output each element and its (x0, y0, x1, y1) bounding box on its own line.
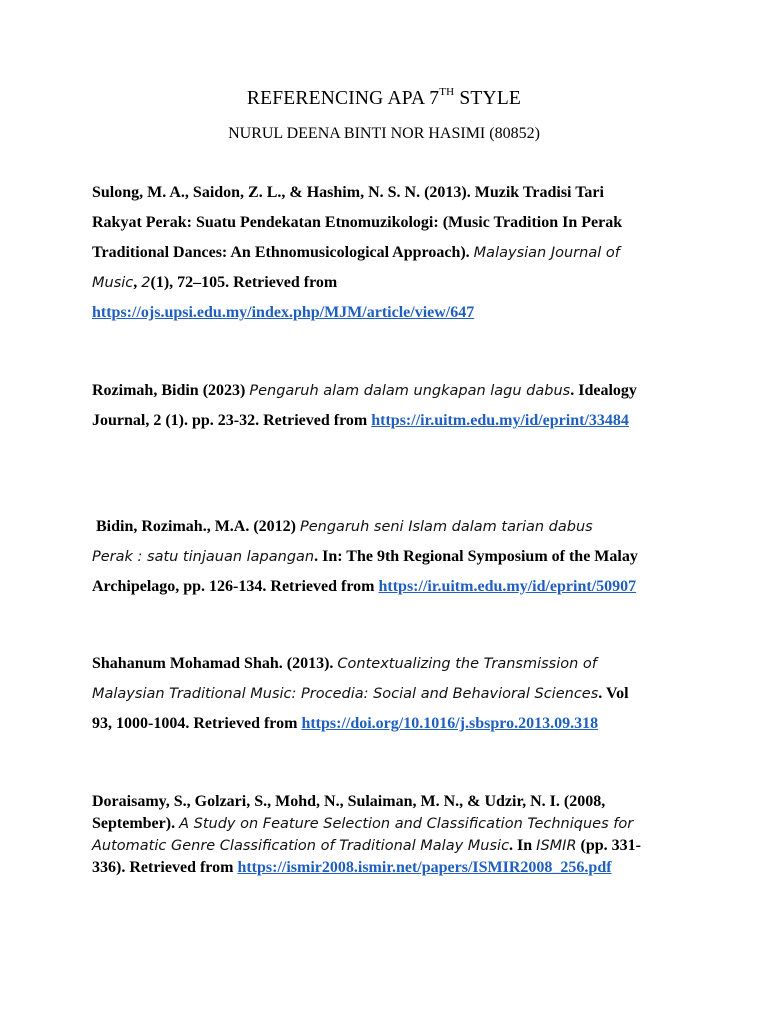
ref4-text: Shahanum Mohamad Shah. (2013). (92, 655, 338, 672)
ref3-url-link[interactable]: https://ir.uitm.edu.my/id/eprint/50907 (378, 578, 637, 595)
ref5-title: Automatic Genre Classification of Traditional Malay Music (92, 838, 510, 854)
ref5-url-link[interactable]: https://ismir2008.ismir.net/papers/ISMIR2008_256.pdf (237, 859, 612, 876)
ref5-text: 336). Retrieved from (92, 859, 238, 876)
title-end: STYLE (454, 88, 522, 109)
ref3-text: . In: The 9th Regional Symposium of the Malay (314, 548, 638, 565)
ref4-text: 93, 1000-1004. Retrieved from (92, 715, 302, 732)
ref1-text: (1), 72–105. Retrieved from (150, 274, 338, 291)
ref2-text: Journal, 2 (1). pp. 23-32. Retrieved from (92, 412, 372, 429)
ref4-text: . Vol (598, 685, 629, 702)
ref3-title: Pengaruh seni Islam dalam tarian dabus (300, 519, 593, 535)
ref3-title: Perak : satu tinjauan lapangan (92, 549, 315, 565)
ref5-line4 (92, 859, 612, 877)
author-line: NURUL DEENA BINTI NOR HASIMI (80852) (228, 125, 540, 142)
ref3-line3 (92, 578, 636, 596)
title-main: REFERENCING APA 7 (246, 88, 440, 109)
ref1-text: , (133, 274, 142, 291)
ref5-text: . In (509, 837, 537, 854)
ref2-text: . Idealogy (570, 382, 637, 399)
page-title (0, 88, 768, 110)
ref1-line5 (92, 304, 474, 322)
ref4-title: Contextualizing the Transmission of (337, 656, 597, 672)
ref1-line1 (92, 184, 604, 202)
ref1-line4 (92, 274, 337, 292)
ref4-url-link[interactable]: https://doi.org/10.1016/j.sbspro.2013.09.318 (301, 715, 599, 732)
ref1-line3 (92, 244, 620, 262)
ref3-line1 (92, 518, 593, 536)
ref4-title: Malaysian Traditional Music: Procedia: Social and Behavioral Sciences (92, 686, 599, 702)
ref1-journal-title: Malaysian Journal of (473, 245, 620, 261)
ref5-line1 (92, 793, 605, 811)
ref4-line3 (92, 715, 598, 733)
ref1-line2 (92, 214, 622, 232)
ref1-url-link[interactable]: https://ojs.upsi.edu.my/index.php/MJM/article/view/647 (92, 304, 475, 321)
ref3-text: Bidin, Rozimah., M.A. (2012) (92, 518, 300, 535)
title-superscript: TH (439, 86, 455, 98)
ref1-volume: 2 (141, 275, 151, 291)
ref5-proceedings: ISMIR (536, 838, 577, 854)
ref1-text: Sulong, M. A., Saidon, Z. L., & Hashim, N. S. N. (2013). Muzik Tradisi Tari (92, 184, 604, 201)
ref4-line2 (92, 685, 629, 703)
ref4-line1 (92, 655, 597, 673)
ref3-line2 (92, 548, 638, 566)
ref5-text: (pp. 331- (576, 837, 641, 854)
ref1-text: Rakyat Perak: Suatu Pendekatan Etnomuzikologi: (Music Tradition In Perak (92, 214, 623, 231)
ref2-url-link[interactable]: https://ir.uitm.edu.my/id/eprint/33484 (371, 412, 629, 429)
ref3-text: Archipelago, pp. 126-134. Retrieved from (92, 578, 379, 595)
ref2-line2 (92, 412, 629, 430)
ref1-text: Traditional Dances: An Ethnomusicological Approach). (92, 244, 474, 261)
ref1-journal-title: Music (92, 275, 134, 291)
ref2-text: Rozimah, Bidin (2023) (92, 382, 250, 399)
ref5-title: A Study on Feature Selection and Classification Techniques for (179, 816, 634, 832)
ref2-title: Pengaruh alam dalam ungkapan lagu dabus (249, 383, 571, 399)
ref2-line1 (92, 382, 637, 400)
ref5-line3 (92, 837, 641, 855)
ref5-text: Doraisamy, S., Golzari, S., Mohd, N., Sulaiman, M. N., & Udzir, N. I. (2008, (92, 793, 606, 810)
ref5-text: September). (92, 815, 180, 832)
ref5-line2 (92, 815, 633, 833)
